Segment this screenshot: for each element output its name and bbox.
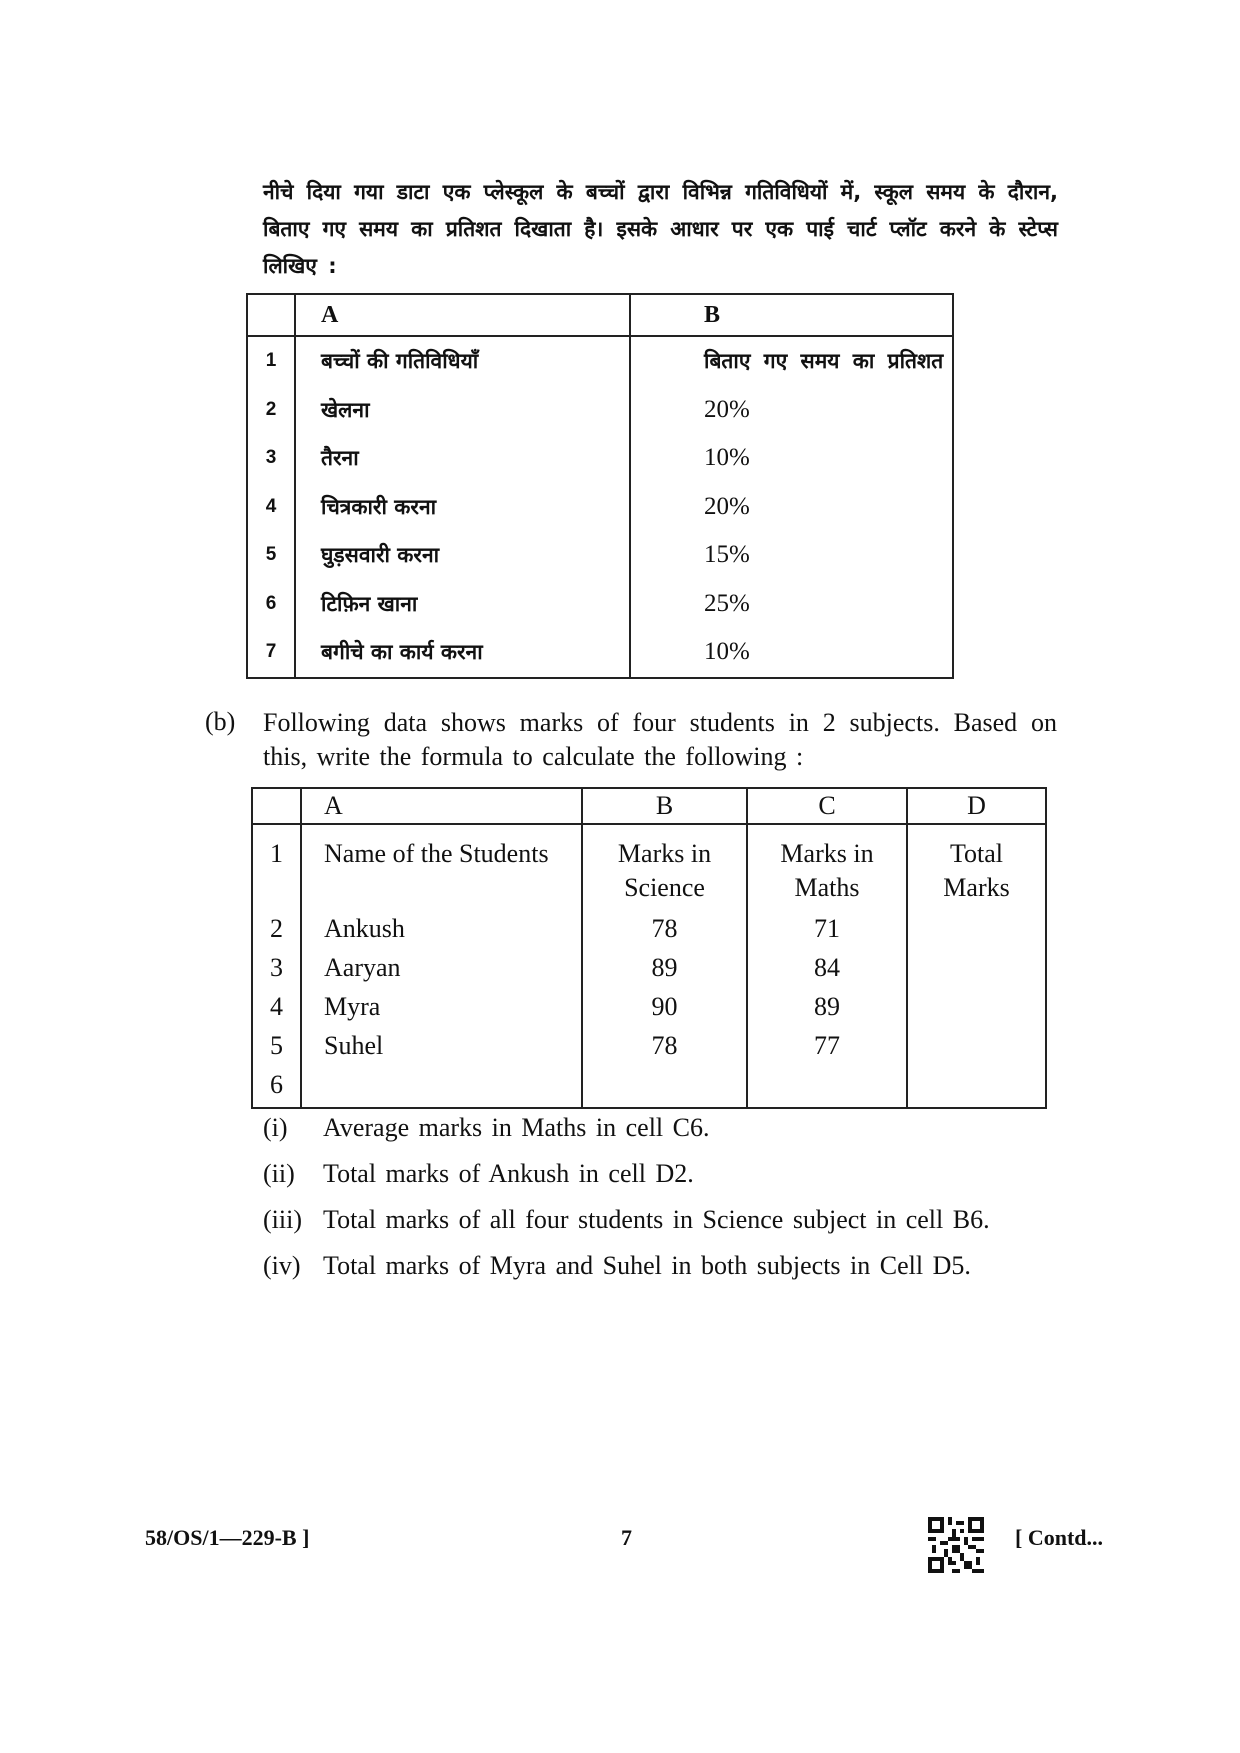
total-marks-cell — [907, 987, 1046, 1026]
corner-cell — [252, 788, 301, 824]
total-marks-cell — [907, 948, 1046, 987]
maths-marks-cell: 71 — [747, 909, 907, 948]
row-number: 7 — [247, 628, 295, 678]
table-row — [252, 1065, 1046, 1108]
student-name-cell: Suhel — [301, 1026, 582, 1065]
table-row — [252, 909, 1046, 948]
row-number: 4 — [252, 987, 301, 1026]
marks-table — [251, 787, 1047, 1109]
science-marks-cell: 78 — [582, 909, 747, 948]
question-label-b: (b) — [205, 707, 236, 736]
table-row — [252, 1026, 1046, 1065]
sub-question-label: (i) — [263, 1113, 288, 1142]
sub-question — [263, 1105, 990, 1151]
activity-cell: चित्रकारी करना — [295, 483, 630, 532]
empty-cell — [582, 1065, 747, 1108]
percentage-cell: 25% — [704, 589, 750, 617]
table-row — [252, 987, 1046, 1026]
table-row — [247, 483, 953, 532]
sub-question — [263, 1151, 990, 1197]
row-number: 5 — [247, 531, 295, 580]
student-name-cell: Myra — [301, 987, 582, 1026]
activity-table — [246, 293, 954, 679]
maths-marks-cell: 89 — [747, 987, 907, 1026]
student-name-cell: Ankush — [301, 909, 582, 948]
activity-cell: बच्चों की गतिविधियाँ — [295, 336, 630, 386]
science-marks-cell: 90 — [582, 987, 747, 1026]
percentage-cell: बिताए गए समय का प्रतिशत — [704, 349, 944, 374]
total-marks-cell — [907, 909, 1046, 948]
science-heading-text: Marks in Science — [617, 839, 712, 902]
percentage-cell: 20% — [704, 395, 750, 423]
student-name-cell: Aaryan — [301, 948, 582, 987]
science-heading-cell — [582, 824, 747, 909]
table-header-row — [247, 294, 953, 336]
column-a-header: A — [301, 788, 582, 824]
sub-question-label: (ii) — [263, 1159, 295, 1188]
percentage-cell: 10% — [704, 638, 750, 666]
table-row — [252, 824, 1046, 909]
sub-question-text: Total marks of Myra and Suhel in both subjects in Cell D5. — [323, 1251, 971, 1280]
maths-heading-text: Marks in Maths — [780, 839, 874, 902]
activity-cell: घुड़सवारी करना — [295, 531, 630, 580]
sub-question-label: (iii) — [263, 1205, 302, 1234]
page-number: 7 — [621, 1525, 632, 1550]
column-a-header: A — [295, 294, 630, 336]
row-number: 3 — [247, 434, 295, 483]
activity-cell: तैरना — [295, 434, 630, 483]
table-row — [252, 948, 1046, 987]
question-b-text: Following data shows marks of four students in 2 subjects. Based on this, write the formula to calculate the following : — [263, 708, 1057, 771]
total-heading-text: Total Marks — [943, 839, 1010, 902]
maths-heading-cell — [747, 824, 907, 909]
sub-question-text: Total marks of all four students in Science subject in cell B6. — [323, 1205, 990, 1234]
table-row — [247, 531, 953, 580]
activity-cell: खेलना — [295, 386, 630, 435]
activity-cell: बगीचे का कार्य करना — [295, 628, 630, 678]
total-heading-cell — [907, 824, 1046, 909]
empty-cell — [907, 1065, 1046, 1108]
percentage-cell: 10% — [704, 444, 750, 472]
science-marks-cell: 89 — [582, 948, 747, 987]
paper-code: 58/OS/1—229-B ] — [145, 1525, 310, 1550]
sub-question-text: Average marks in Maths in cell C6. — [323, 1113, 710, 1142]
row-number: 4 — [247, 483, 295, 532]
table-header-row — [252, 788, 1046, 824]
table-row — [247, 336, 953, 386]
percentage-cell: 20% — [704, 492, 750, 520]
sub-questions — [263, 1105, 990, 1289]
row-number: 3 — [252, 948, 301, 987]
row-number: 1 — [247, 336, 295, 386]
table-row — [247, 434, 953, 483]
row-number: 2 — [247, 386, 295, 435]
row-number: 6 — [247, 580, 295, 629]
column-c-header: C — [747, 788, 907, 824]
maths-marks-cell: 84 — [747, 948, 907, 987]
hindi-instruction: नीचे दिया गया डाटा एक प्लेस्कूल के बच्चों द्वारा विभिन्न गतिविधियों में, स्कूल समय के दौरान, बिताए गए समय का प्रतिशत दिखाता है। इसके आधार पर एक पाई चार्ट प्लॉट करने के स्टेप्स लिखिए : — [263, 180, 1058, 278]
activity-cell: टिफ़िन खाना — [295, 580, 630, 629]
maths-marks-cell: 77 — [747, 1026, 907, 1065]
row-number: 6 — [252, 1065, 301, 1108]
row-number: 2 — [252, 909, 301, 948]
column-b-header: B — [582, 788, 747, 824]
science-marks-cell: 78 — [582, 1026, 747, 1065]
name-heading-cell: Name of the Students — [301, 824, 582, 909]
sub-question-text: Total marks of Ankush in cell D2. — [323, 1159, 694, 1188]
qr-code-icon — [928, 1517, 984, 1573]
total-marks-cell — [907, 1026, 1046, 1065]
table-row — [247, 628, 953, 678]
continued-label: [ Contd... — [1015, 1525, 1104, 1550]
corner-cell — [247, 294, 295, 336]
row-number: 5 — [252, 1026, 301, 1065]
table-row — [247, 580, 953, 629]
sub-question — [263, 1243, 990, 1289]
sub-question-label: (iv) — [263, 1251, 301, 1280]
table-row — [247, 386, 953, 435]
percentage-cell: 15% — [704, 541, 750, 569]
empty-cell — [747, 1065, 907, 1108]
row-number: 1 — [252, 824, 301, 909]
column-d-header: D — [907, 788, 1046, 824]
empty-cell — [301, 1065, 582, 1108]
sub-question — [263, 1197, 990, 1243]
column-b-header: B — [630, 294, 953, 336]
